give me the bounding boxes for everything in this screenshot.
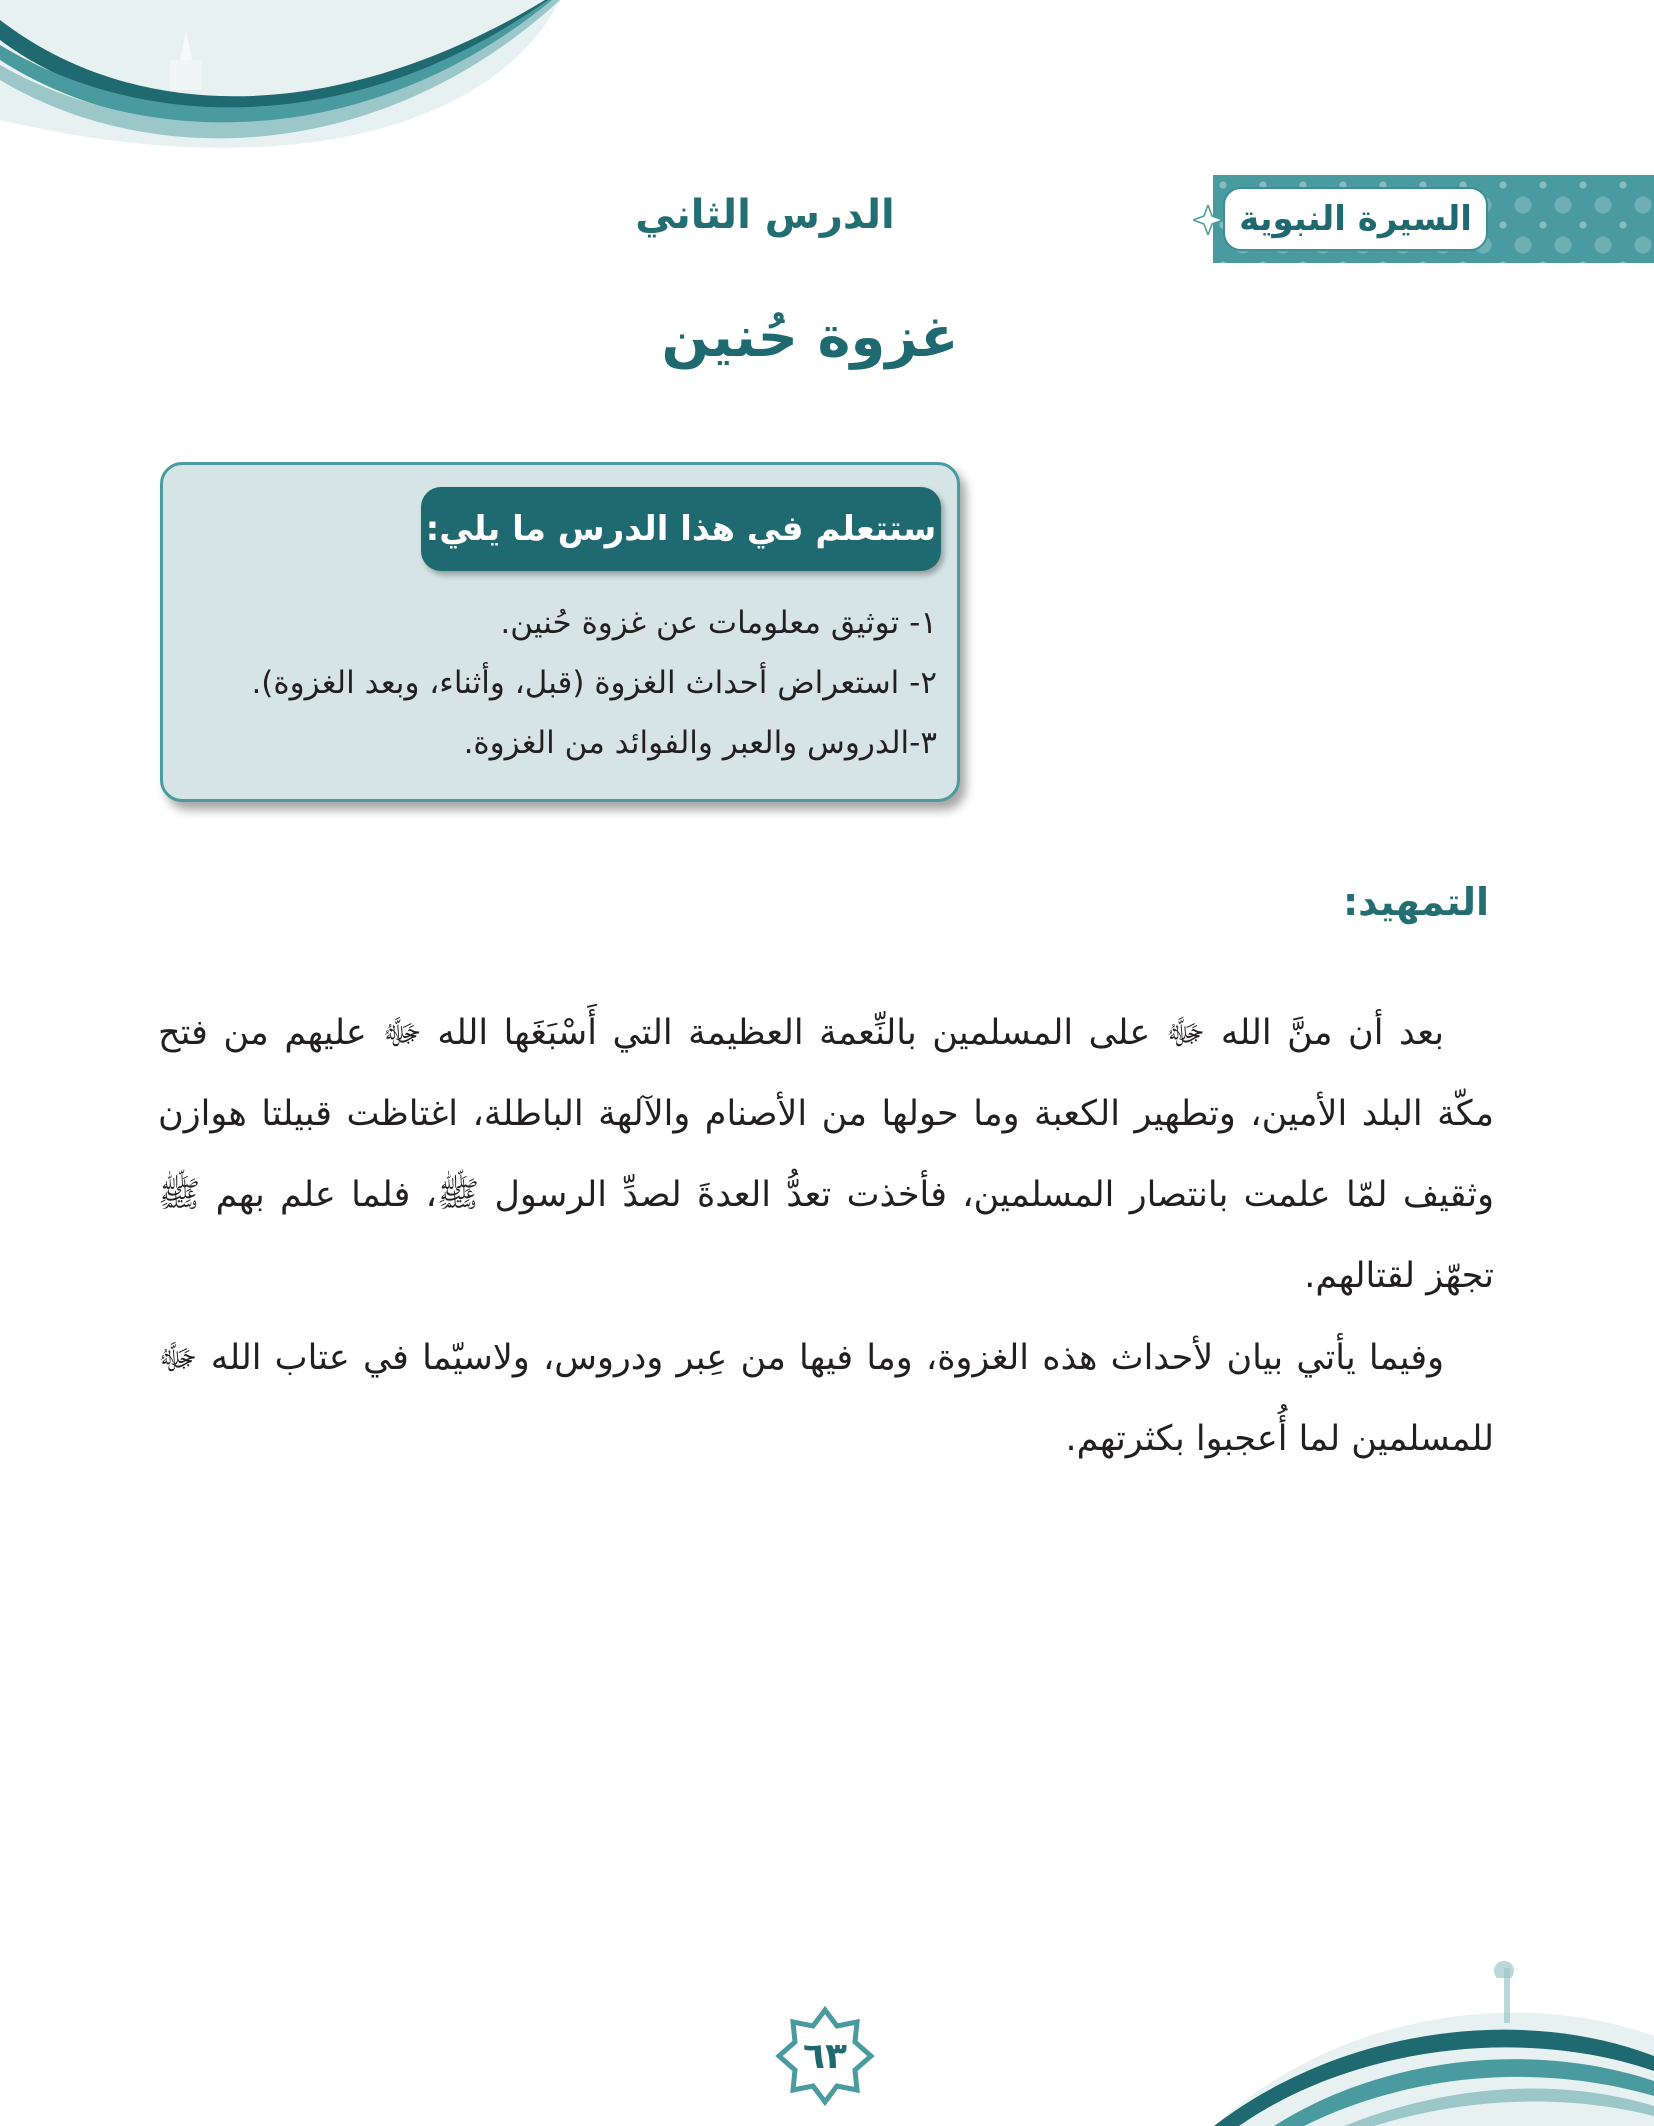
intro-paragraph: وفيما يأتي بيان لأحداث هذه الغزوة، وما فيها من عِبر ودروس، ولاسيّما في عتاب الله ﷻ للمسلمين لما أُعجبوا بكثرتهم.	[158, 1338, 1494, 1459]
objective-item: ١- توثيق معلومات عن غزوة حُنين.	[500, 605, 937, 641]
objectives-heading: ستتعلم في هذا الدرس ما يلي:	[421, 487, 941, 571]
objectives-box	[160, 462, 960, 802]
objectives-list	[177, 593, 937, 773]
intro-heading: التمهيد:	[1342, 880, 1489, 924]
bottom-decorative-arc	[1214, 1956, 1654, 2126]
section-tab	[1213, 175, 1654, 263]
top-decorative-arc	[0, 0, 560, 170]
lesson-number: الدرس الثاني	[635, 192, 895, 238]
section-tab-label: السيرة النبوية	[1223, 187, 1488, 251]
star-ornament-icon	[1193, 205, 1223, 235]
objective-item: ٣-الدروس والعبر والفوائد من الغزوة.	[463, 725, 937, 761]
intro-paragraph: بعد أن منَّ الله ﷻ على المسلمين بالنِّعمة العظيمة التي أَسْبَغَها الله ﷻ عليهم من فتح مكّة البلد الأمين، وتطهير الكعبة وما حولها من الأصنام والآلهة الباطلة، اغتاظت قبيلتا هوازن وثقيف لمّا علمت بانتصار المسلمين، فأخذت تعدُّ العدةَ لصدِّ الرسول ﷺ، فلما علم بهم ﷺ تجهّز لقتالهم.	[158, 1013, 1494, 1296]
page-number-badge	[775, 2006, 875, 2106]
objective-item: ٢- استعراض أحداث الغزوة (قبل، وأثناء، وبعد الغزوة).	[251, 665, 937, 701]
page-number: ٦٣	[803, 2035, 847, 2077]
lesson-title: غزوة حُنين	[661, 305, 959, 370]
